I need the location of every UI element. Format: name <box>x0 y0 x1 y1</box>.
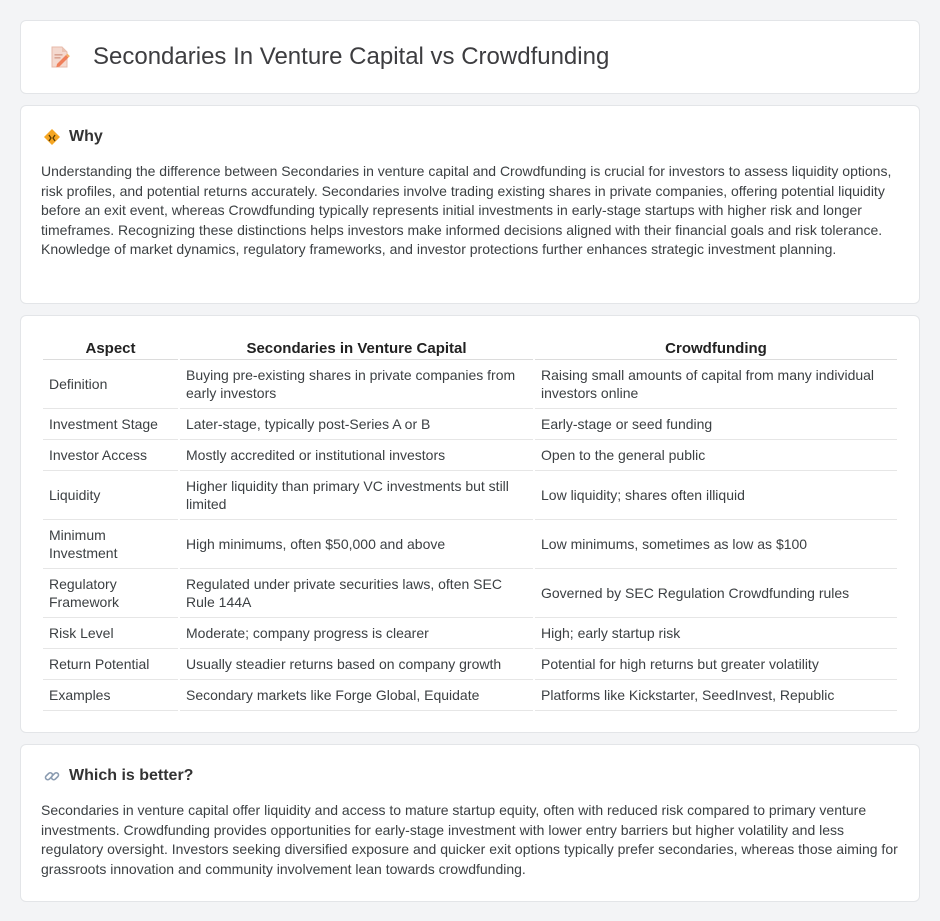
row-aspect: Risk Level <box>43 618 178 649</box>
why-text: Understanding the difference between Secondaries in venture capital and Crowdfunding is crucial for investors to assess liquidity options, risk profiles, and potential returns accurately. Secondaries involve trading existing shares in private companies, offering potential liquidity before an exit event, whereas Crowdfunding typically represents initial investments in early-stage startups with higher risk and longer timeframes. Recognizing these distinctions helps investors make informed decisions aligned with their financial goals and risk tolerance. Knowledge of market dynamics, regulatory frameworks, and investor protections further enhances strategic investment planning. <box>41 163 892 257</box>
table-row <box>43 649 897 680</box>
row-secondaries: Regulated under private securities laws, often SEC Rule 144A <box>180 569 533 618</box>
table-row <box>43 360 897 409</box>
table-header-row <box>43 336 897 360</box>
row-crowdfunding: Potential for high returns but greater volatility <box>535 649 897 680</box>
row-crowdfunding: Governed by SEC Regulation Crowdfunding rules <box>535 569 897 618</box>
table-row <box>43 569 897 618</box>
row-secondaries: Usually steadier returns based on company growth <box>180 649 533 680</box>
link-icon <box>43 767 61 785</box>
row-crowdfunding: Raising small amounts of capital from many individual investors online <box>535 360 897 409</box>
why-header <box>41 128 899 146</box>
diamond-warning-icon <box>43 128 61 146</box>
row-crowdfunding: Low liquidity; shares often illiquid <box>535 471 897 520</box>
header-aspect: Aspect <box>43 336 178 360</box>
row-secondaries: Buying pre-existing shares in private companies from early investors <box>180 360 533 409</box>
row-crowdfunding: Open to the general public <box>535 440 897 471</box>
table-row <box>43 680 897 711</box>
row-crowdfunding: Low minimums, sometimes as low as $100 <box>535 520 897 569</box>
row-aspect: Return Potential <box>43 649 178 680</box>
why-section <box>20 105 920 304</box>
row-secondaries: Higher liquidity than primary VC investments but still limited <box>180 471 533 520</box>
header-crowdfunding: Crowdfunding <box>535 336 897 360</box>
row-aspect: Investor Access <box>43 440 178 471</box>
table-row <box>43 618 897 649</box>
row-aspect: Regulatory Framework <box>43 569 178 618</box>
better-section <box>20 744 920 902</box>
row-secondaries: Secondary markets like Forge Global, Equidate <box>180 680 533 711</box>
row-secondaries: Mostly accredited or institutional investors <box>180 440 533 471</box>
row-crowdfunding: Platforms like Kickstarter, SeedInvest, Republic <box>535 680 897 711</box>
table-row <box>43 520 897 569</box>
title-card <box>20 20 920 94</box>
why-heading: Why <box>69 128 103 145</box>
table-row <box>43 409 897 440</box>
page-title: Secondaries In Venture Capital vs Crowdfunding <box>93 43 610 70</box>
table-row <box>43 471 897 520</box>
row-aspect: Examples <box>43 680 178 711</box>
row-aspect: Definition <box>43 360 178 409</box>
better-header <box>41 767 899 785</box>
row-crowdfunding: High; early startup risk <box>535 618 897 649</box>
row-secondaries: High minimums, often $50,000 and above <box>180 520 533 569</box>
comparison-section <box>20 315 920 733</box>
better-heading: Which is better? <box>69 767 194 784</box>
table-row <box>43 440 897 471</box>
header-secondaries: Secondaries in Venture Capital <box>180 336 533 360</box>
row-aspect: Investment Stage <box>43 409 178 440</box>
row-aspect: Liquidity <box>43 471 178 520</box>
better-text: Secondaries in venture capital offer liquidity and access to mature startup equity, often with reduced risk compared to primary venture investments. Crowdfunding provides opportunities for early-stage investment with lower entry barriers but higher volatility and less regulatory oversight. Investors seeking diversified exposure and quicker exit options typically prefer secondaries, whereas those aiming for grassroots innovation and community involvement lean towards crowdfunding. <box>41 802 898 877</box>
document-pencil-icon <box>45 43 73 71</box>
comparison-table <box>41 336 899 711</box>
row-crowdfunding: Early-stage or seed funding <box>535 409 897 440</box>
row-secondaries: Later-stage, typically post-Series A or B <box>180 409 533 440</box>
row-aspect: Minimum Investment <box>43 520 178 569</box>
row-secondaries: Moderate; company progress is clearer <box>180 618 533 649</box>
